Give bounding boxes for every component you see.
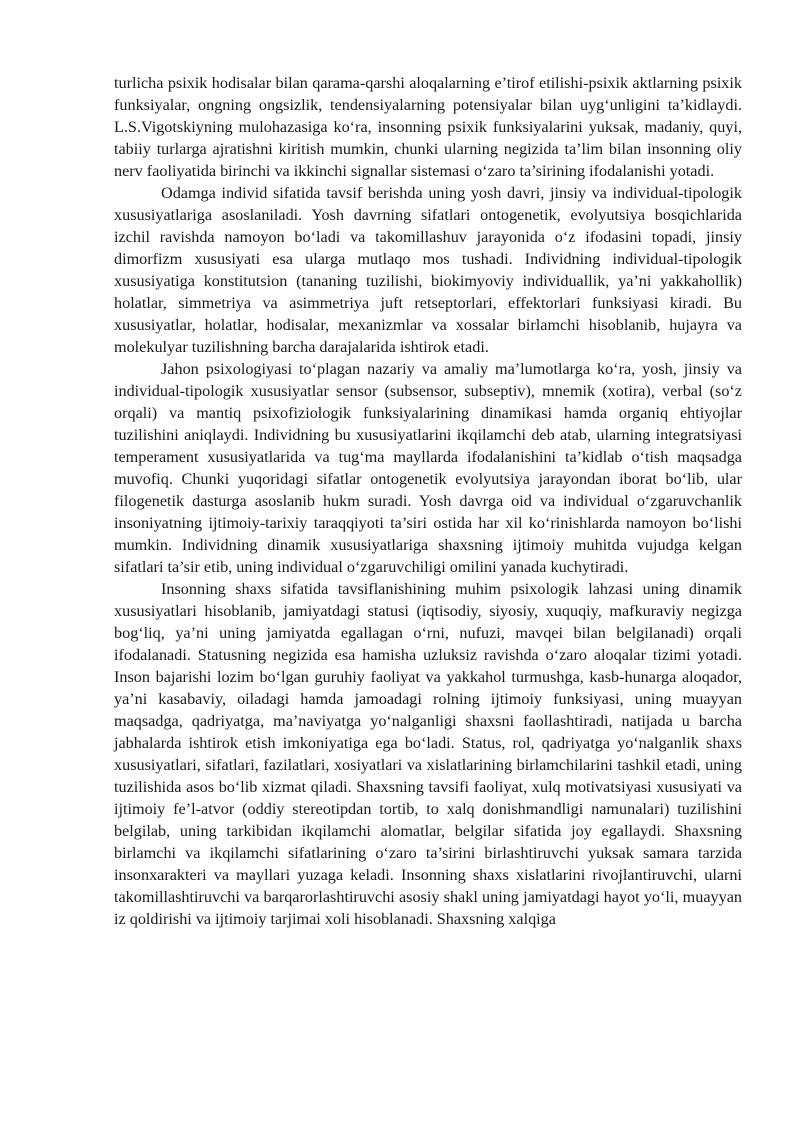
paragraph-world-psychology: Jahon psixologiyasi to‘plagan nazariy va amaliy ma’lumotlarga ko‘ra, yosh, jinsiy va individual-tipologik xususiyatlar sensor (subsensor, subseptiv), mnemik (xotira), verbal (so‘z orqali) va mantiq psixofiziologik funksiyalarining dinamikasi hamda organiq ehtiyojlar tuzilishini aniqlaydi. Individning bu xususiyatlarini ikqilamchi deb atab, ularning integratsiyasi temperament xususiyatlarida va tug‘ma mayllarda ifodalanishini ta’kidlab o‘tish maqsadga muvofiq. Chunki yuqoridagi sifatlar ontogenetik evolyutsiya jarayondan iborat bo‘lib, ular filogenetik dasturga asoslanib hukm suradi. Yosh davrga oid va individual o‘zgaruvchanlik insoniyatning ijtimoiy-tarixiy taraqqiyoti ta’siri ostida har xil ko‘rinishlarda namoyon bo‘lishi mumkin. Individning dinamik xususiyatlariga shaxsning ijtimoiy muhitda vujudga kelgan sifatlari ta’sir etib, uning individual o‘zgaruvchiligi omilini yanada kuchytiradi.: [114, 360, 742, 576]
paragraph-individ-description: Odamga individ sifatida tavsif berishda uning yosh davri, jinsiy va individual-tipologik xususiyatlariga asoslaniladi. Yosh davrning sifatlari ontogenetik, evolyutsiya bosqichlarida izchil ravishda namoyon bo‘ladi va takomillashuv jarayonida o‘z ifodasini topadi, jinsiy dimorfizm xususiyati esa ularga mutlaqo mos tushadi. Individning individual-tipologik xususiyatiga konstitutsion (tananing tuzilishi, biokimyoviy individuallik, ya’ni yakkahollik) holatlar, simmetriya va asimmetriya juft retseptorlari, effektorlari funksiyasi kiradi. Bu xususiyatlar, holatlar, hodisalar, mexanizmlar va xossalar birlamchi hisoblanib, hujayra va molekulyar tuzilishning barcha darajalarida ishtirok etadi.: [114, 184, 742, 356]
paragraph-continued: turlicha psixik hodisalar bilan qarama-qarshi aloqalarning e’tirof etilishi-psixik aktlarning psixik funksiyalar, ongning ongsizlik, tendensiyalarning potensiyalar bilan uyg‘unligini ta’kidlaydi. L.S.Vigotskiyning mulohazasiga ko‘ra, insonning psixik funksiyalarini yuksak, madaniy, quyi, tabiiy turlarga ajratishni kiritish mumkin, chunki ularning negizida ta’lim bilan insonning oliy nerv faoliyatida birinchi va ikkinchi signallar sistemasi o‘zaro ta’sirining ifodalanishi yotadi.: [114, 74, 742, 180]
document-page: [114, 72, 742, 930]
paragraph-personality-status: Insonning shaxs sifatida tavsiflanishining muhim psixologik lahzasi uning dinamik xususiyatlari hisoblanib, jamiyatdagi statusi (iqtisodiy, siyosiy, xuquqiy, mafkuraviy negizga bog‘liq, ya’ni uning jamiyatda egallagan o‘rni, nufuzi, mavqei bilan belgilanadi) orqali ifodalanadi. Statusning negizida esa hamisha uzluksiz ravishda o‘zaro aloqalar tizimi yotadi. Inson bajarishi lozim bo‘lgan guruhiy faoliyat va yakkahol turmushga, kasb-hunarga aloqador, ya’ni kasabaviy, oiladagi hamda jamoadagi rolning ijtimoiy funksiyasi, uning muayyan maqsadga, qadriyatga, ma’naviyatga yo‘nalganligi shaxsni faollashtiradi, natijada u barcha jabhalarda ishtirok etish imkoniyatiga ega bo‘ladi. Status, rol, qadriyatga yo‘nalganlik shaxs xususiyatlari, sifatlari, fazilatlari, xosiyatlari va xislatlarining birlamchilarini tashkil etadi, uning tuzilishida asos bo‘lib xizmat qiladi. Shaxsning tavsifi faoliyat, xulq motivatsiyasi xususiyati va ijtimoiy fe’l-atvor (oddiy stereotipdan tortib, to xalq donishmandligi namunalari) tuzilishini belgilab, uning tarkibidan ikqilamchi alomatlar, belgilar sifatida joy egallaydi. Shaxsning birlamchi va ikqilamchi sifatlarining o‘zaro ta’sirini birlashtiruvchi yuksak samara tarzida insonxarakteri va mayllari yuzaga keladi. Insonning shaxs xislatlarini rivojlantiruvchi, ularni takomillashtiruvchi va barqarorlashtiruvchi asosiy shakl uning jamiyatdagi hayot yo‘li, muayyan iz qoldirishi va ijtimoiy tarjimai xoli hisoblanadi. Shaxsning xalqiga: [114, 580, 742, 928]
